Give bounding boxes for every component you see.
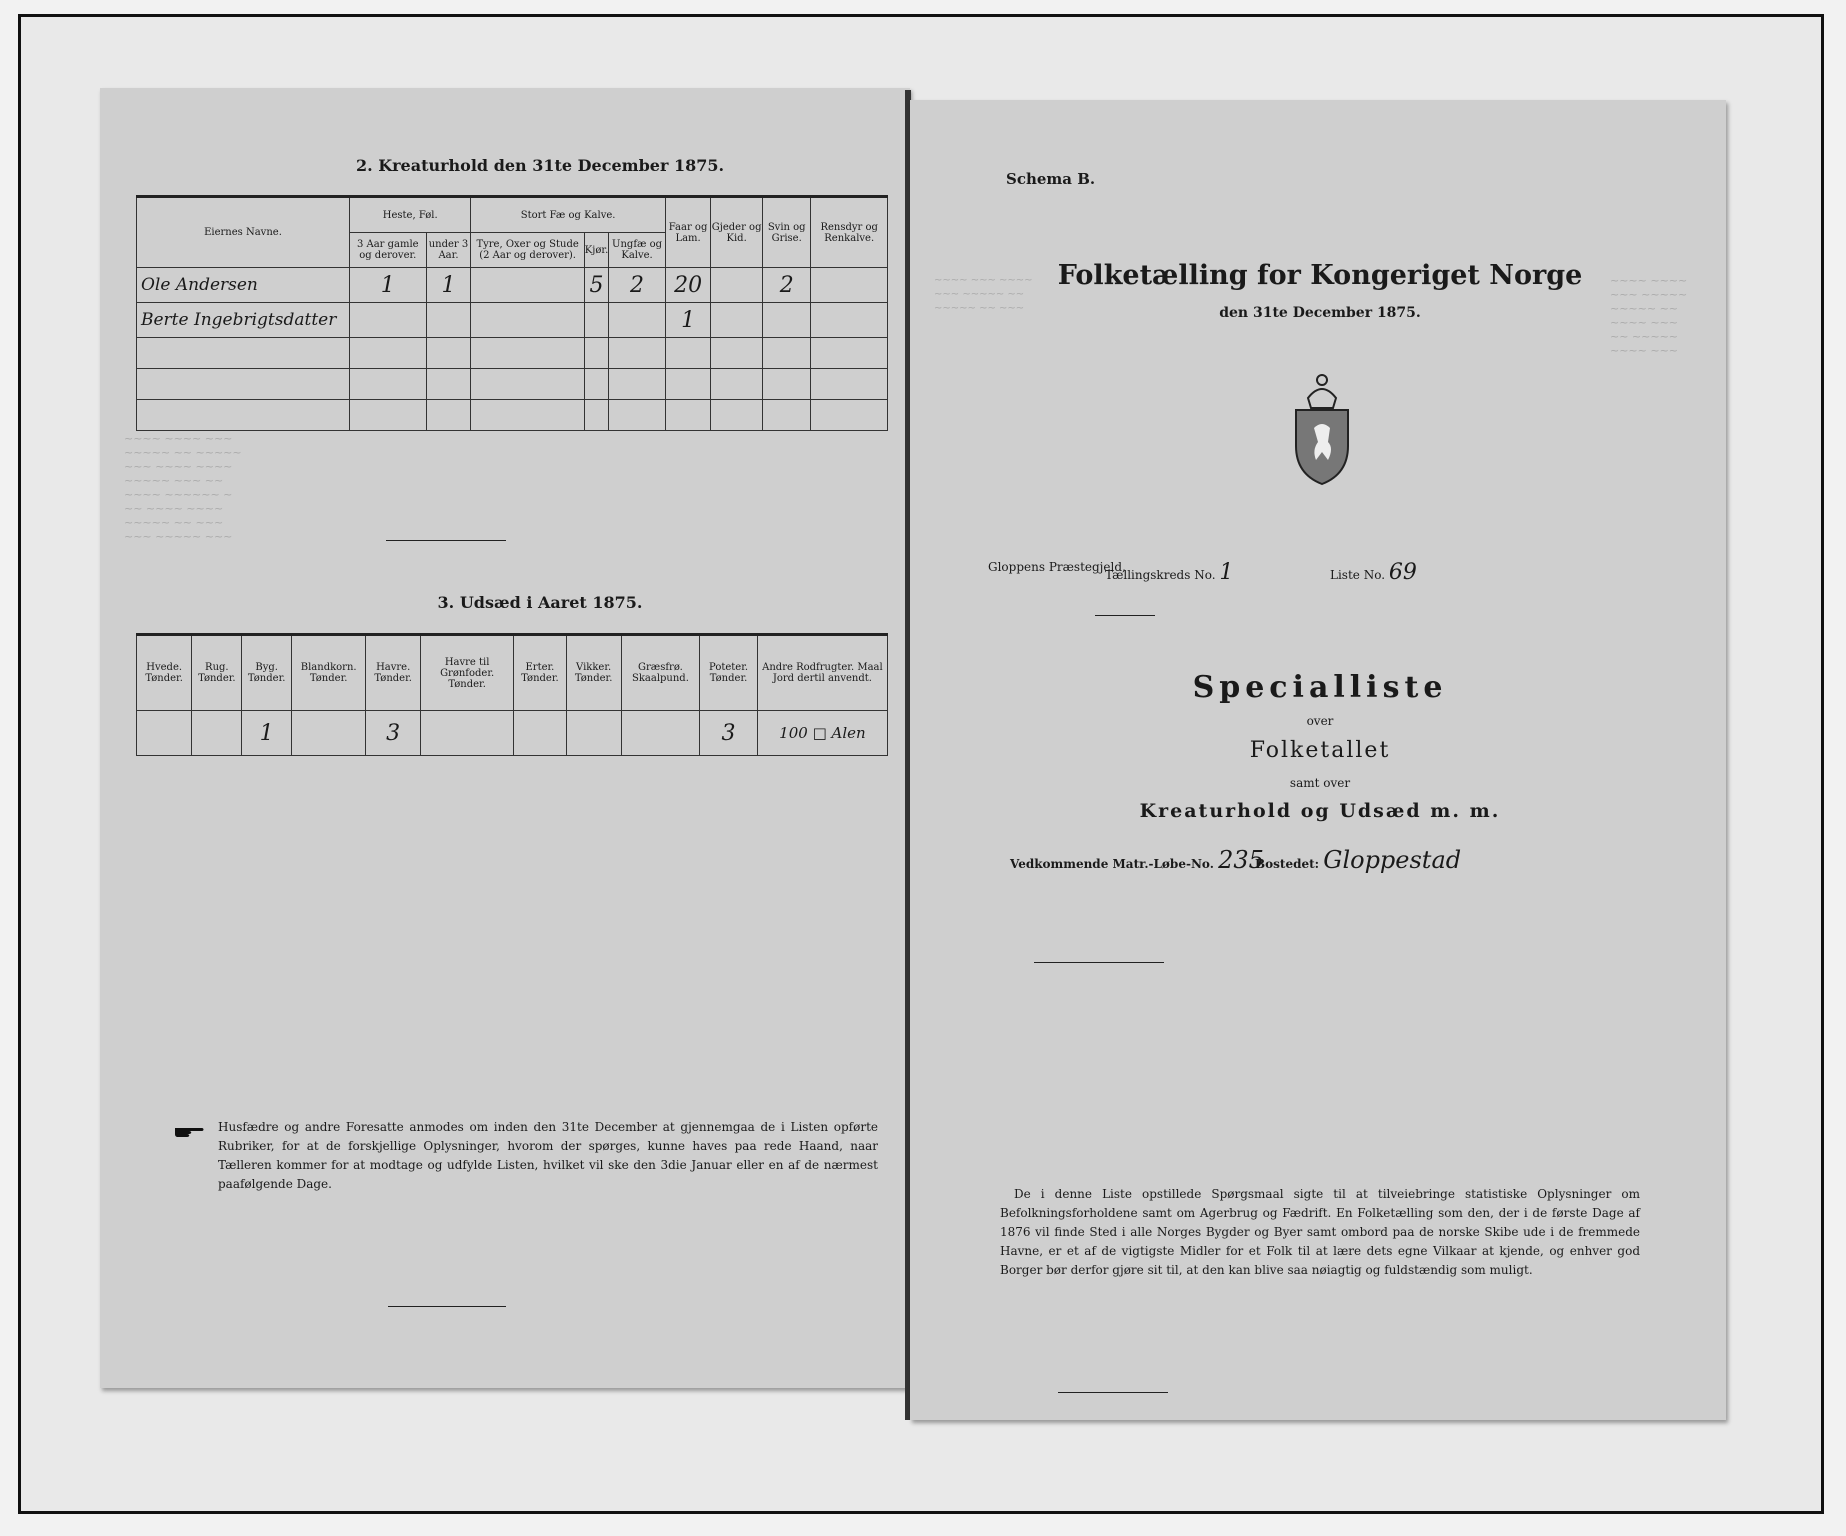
col-heste-a: 3 Aar gamle og derover.: [350, 233, 427, 268]
matr-label: Vedkommende Matr.-Løbe-No.: [1010, 857, 1214, 871]
pointing-hand-icon: [174, 1121, 204, 1143]
kreatur-text: Kreaturhold og Udsæd m. m.: [1139, 800, 1501, 822]
table-row: Ole Andersen 1 1 5 2 20 2: [137, 268, 888, 303]
kreds-value: 1: [1219, 560, 1234, 585]
bleed-through-text: ~~~~ ~~~ ~~~~ ~~~ ~~~~~ ~~ ~~~~~ ~~ ~~~: [934, 275, 1033, 314]
divider: [386, 540, 506, 541]
divider: [1095, 615, 1155, 616]
liste-label: Liste No.: [1330, 568, 1386, 582]
col-faar: Faar og Lam.: [665, 197, 711, 268]
col-rodfrugter: Andre Rodfrugter. Maal Jord dertil anvendt.: [757, 635, 887, 711]
right-page: [910, 100, 1726, 1420]
bleed-through-text: ~~~~ ~~~~ ~~~ ~~~~~ ~~~~~ ~~ ~~~~ ~~~ ~~ ~~~~~ ~~~~ ~~~: [1610, 274, 1688, 357]
folketallet-text: Folketallet: [1249, 738, 1391, 763]
notice-text: Husfædre og andre Foresatte anmodes om inden den 31te December at gjennemgaa de i Listen opførte Rubriker, for at de forskjellige Oplysninger, hvorom der spørges, kunne haves paa rede Haand, naar Tælleren kommer for at modtage og udfylde Listen, hvilket vil ske den 3die Januar eller en af de nærmest paafølgende Dage.: [218, 1120, 878, 1191]
sowing-table: [136, 633, 888, 756]
table-row: [137, 369, 888, 400]
col-stort-c: Ungfæ og Kalve.: [609, 233, 666, 268]
livestock-table: [136, 195, 888, 431]
left-page: [100, 88, 910, 1388]
col-graesfro: Græsfrø. Skaalpund.: [621, 635, 700, 711]
col-rug: Rug. Tønder.: [192, 635, 242, 711]
matr-value: 235: [1218, 846, 1264, 874]
explanation-paragraph: De i denne Liste opstillede Spørgsmaal sigte til at tilveiebringe statistiske Oplysninger om Befolkningsforholdene samt om Agerbrug og Fædrift. En Folketælling som den, der i de første Dage af 1876 vil finde Sted i alle Norges Bygder og Byer samt ombord paa de norske Skibe ude i de fremmede Havne, er et af de vigtigste Midler for et Folk til at lære dets egne Vilkaar at kjende, og enhver god Borger bør derfor gjøre sit til, at den kan blive saa nøiagtig og fuldstændig som muligt.: [1000, 1187, 1640, 1277]
special-title: Specialliste: [1192, 670, 1448, 705]
col-stort: Stort Fæ og Kalve.: [471, 197, 665, 233]
col-rensdyr: Rensdyr og Renkalve.: [811, 197, 888, 268]
col-svin: Svin og Grise.: [762, 197, 811, 268]
bleed-through-text: ~~~~ ~~~~ ~~~ ~~~~~ ~~ ~~~~~ ~~~ ~~~~ ~~~~ ~~~~~ ~~~ ~~ ~~~~ ~~~~~~ ~ ~~ ~~~~ ~~~~ ~~~~~ ~~ ~~~ ~~~ ~~~~~ ~~~: [124, 432, 242, 543]
col-owner: Eiernes Navne.: [137, 197, 350, 268]
col-heste: Heste, Føl.: [350, 197, 471, 233]
divider: [1034, 962, 1164, 963]
bosted-value: Gloppestad: [1323, 846, 1462, 874]
section-3-title: 3. Udsæd i Aaret 1875.: [437, 593, 643, 612]
col-havre-gronfoder: Havre til Grønfoder. Tønder.: [421, 635, 514, 711]
col-stort-a: Tyre, Oxer og Stude (2 Aar og derover).: [471, 233, 584, 268]
col-hvede: Hvede. Tønder.: [137, 635, 192, 711]
bosted-label: Bostedet:: [1255, 857, 1320, 871]
table-row: 1 3 3 100 □ Alen: [137, 711, 888, 756]
samt-over-text: samt over: [1289, 776, 1351, 790]
table-row: [137, 400, 888, 431]
col-heste-b: under 3 Aar.: [426, 233, 471, 268]
table-row: Berte Ingebrigtsdatter 1: [137, 303, 888, 338]
table-row: [137, 338, 888, 369]
liste-no: [1330, 560, 1417, 585]
col-erter: Erter. Tønder.: [514, 635, 566, 711]
col-blandkorn: Blandkorn. Tønder.: [291, 635, 365, 711]
liste-value: 69: [1388, 560, 1417, 585]
page-title: Folketælling for Kongeriget Norge: [1057, 260, 1583, 291]
kreds-label: Tællingskreds No.: [1105, 568, 1216, 582]
schema-label: Schema B.: [1006, 170, 1096, 188]
col-byg: Byg. Tønder.: [242, 635, 292, 711]
tellingskreds: [1105, 560, 1233, 585]
section-2-title: 2. Kreaturhold den 31te December 1875.: [355, 156, 725, 175]
prestegjeld-label: Gloppens Præstegjeld,: [988, 560, 1126, 574]
over-text: over: [1306, 714, 1334, 728]
bosted: [1255, 846, 1461, 874]
page-date: den 31te December 1875.: [1219, 305, 1421, 321]
col-vikker: Vikker. Tønder.: [566, 635, 621, 711]
divider: [388, 1306, 506, 1307]
col-stort-b: Kjør.: [584, 233, 608, 268]
coat-of-arms-icon: [1286, 368, 1358, 488]
col-havre: Havre. Tønder.: [366, 635, 421, 711]
col-gjeder: Gjeder og Kid.: [711, 197, 763, 268]
divider: [1058, 1392, 1168, 1393]
col-poteter: Poteter. Tønder.: [700, 635, 758, 711]
